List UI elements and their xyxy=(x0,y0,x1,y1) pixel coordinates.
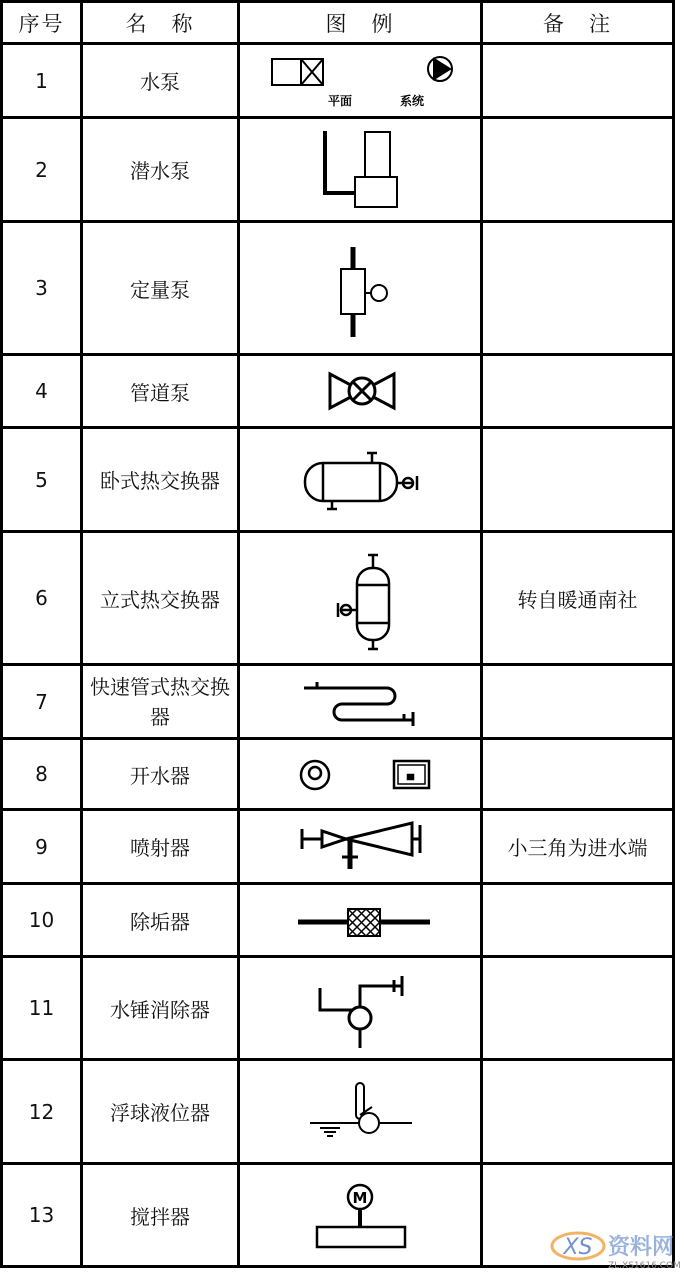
watermark-logo xyxy=(548,1218,684,1275)
mixer-symbol xyxy=(242,1167,479,1264)
float-level-gauge-symbol xyxy=(242,1063,479,1161)
fast-tube-heat-exchanger-symbol xyxy=(242,668,479,736)
svg-text:ZL.XS1616.COM: ZL.XS1616.COM xyxy=(608,1261,681,1271)
row-name: 除垢器 xyxy=(82,884,239,957)
header-legend: 图 例 xyxy=(239,2,482,44)
row-note xyxy=(482,44,674,118)
row-index: 8 xyxy=(2,739,82,810)
row-note xyxy=(482,739,674,810)
svg-text:平面: 平面 xyxy=(327,93,352,108)
pipeline-pump-symbol xyxy=(242,358,479,425)
horizontal-heat-exchanger-symbol xyxy=(242,431,479,529)
row-name: 快速管式热交换器 xyxy=(82,665,239,739)
svg-text:资料网: 资料网 xyxy=(608,1235,675,1260)
table-row xyxy=(2,665,674,739)
row-index: 2 xyxy=(2,118,82,222)
row-name: 搅拌器 xyxy=(82,1164,239,1267)
table-row xyxy=(2,1060,674,1164)
table-row xyxy=(2,739,674,810)
row-name: 卧式热交换器 xyxy=(82,428,239,532)
row-index: 11 xyxy=(2,957,82,1060)
table-row xyxy=(2,118,674,222)
row-name: 水锤消除器 xyxy=(82,957,239,1060)
row-index: 13 xyxy=(2,1164,82,1267)
row-legend xyxy=(239,118,482,222)
table-row xyxy=(2,44,674,118)
row-legend xyxy=(239,355,482,428)
svg-text:M: M xyxy=(352,1188,367,1207)
descaler-symbol xyxy=(242,887,479,954)
row-name: 开水器 xyxy=(82,739,239,810)
header-index: 序号 xyxy=(2,2,82,44)
svg-text:XS: XS xyxy=(563,1235,593,1260)
row-index: 3 xyxy=(2,222,82,355)
row-note xyxy=(482,884,674,957)
row-note xyxy=(482,665,674,739)
row-legend xyxy=(239,428,482,532)
row-legend xyxy=(239,1060,482,1164)
row-index: 1 xyxy=(2,44,82,118)
row-note xyxy=(482,1060,674,1164)
row-note xyxy=(482,222,674,355)
water-pump-symbol xyxy=(242,47,479,115)
row-note: 小三角为进水端 xyxy=(482,810,674,884)
table-row xyxy=(2,957,674,1060)
row-name: 定量泵 xyxy=(82,222,239,355)
row-index: 6 xyxy=(2,532,82,665)
row-index: 9 xyxy=(2,810,82,884)
row-legend xyxy=(239,44,482,118)
row-legend xyxy=(239,222,482,355)
metering-pump-symbol xyxy=(242,225,479,352)
row-name: 浮球液位器 xyxy=(82,1060,239,1164)
table-row xyxy=(2,355,674,428)
row-legend xyxy=(239,739,482,810)
row-legend xyxy=(239,532,482,665)
row-name: 潜水泵 xyxy=(82,118,239,222)
row-index: 12 xyxy=(2,1060,82,1164)
row-note xyxy=(482,428,674,532)
svg-text:系统: 系统 xyxy=(399,93,424,108)
water-boiler-symbol xyxy=(242,742,479,807)
row-name: 立式热交换器 xyxy=(82,532,239,665)
row-index: 4 xyxy=(2,355,82,428)
water-hammer-arrester-symbol xyxy=(242,960,479,1057)
row-name: 水泵 xyxy=(82,44,239,118)
table-row xyxy=(2,222,674,355)
row-note xyxy=(482,118,674,222)
row-legend xyxy=(239,957,482,1060)
row-note xyxy=(482,957,674,1060)
row-name: 喷射器 xyxy=(82,810,239,884)
row-legend xyxy=(239,884,482,957)
row-index: 7 xyxy=(2,665,82,739)
vertical-heat-exchanger-symbol xyxy=(242,535,479,662)
table-row xyxy=(2,428,674,532)
header-note: 备 注 xyxy=(482,2,674,44)
table-row xyxy=(2,532,674,665)
ejector-symbol xyxy=(242,813,479,881)
row-note xyxy=(482,355,674,428)
row-name: 管道泵 xyxy=(82,355,239,428)
header-name: 名 称 xyxy=(82,2,239,44)
row-legend xyxy=(239,665,482,739)
header-row xyxy=(2,2,674,44)
table-row xyxy=(2,810,674,884)
table-row xyxy=(2,884,674,957)
row-note: 转自暖通南社 xyxy=(482,532,674,665)
submersible-pump-symbol xyxy=(242,121,479,219)
row-legend xyxy=(239,810,482,884)
row-index: 5 xyxy=(2,428,82,532)
row-legend xyxy=(239,1164,482,1267)
row-index: 10 xyxy=(2,884,82,957)
